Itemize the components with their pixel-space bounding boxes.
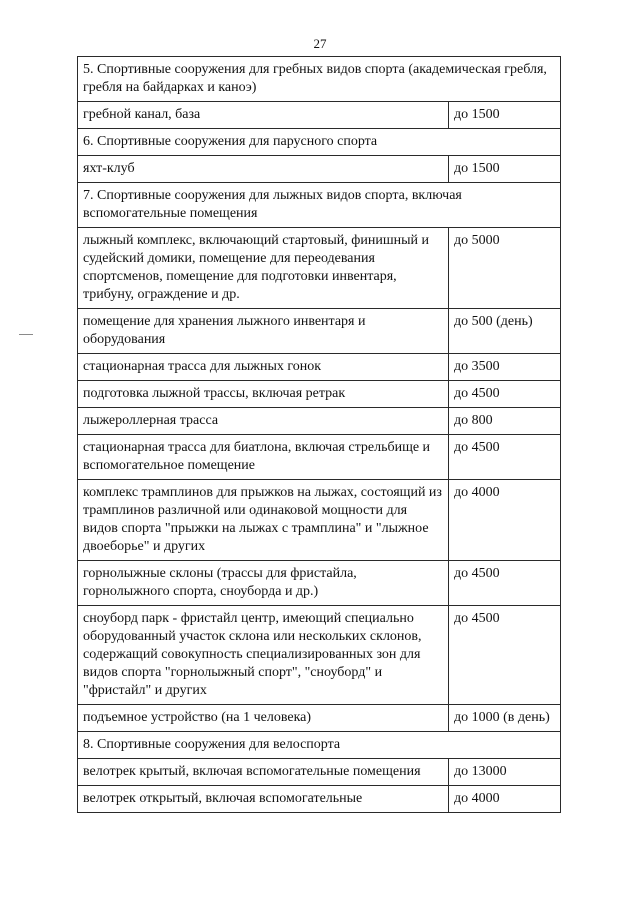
section-row bbox=[78, 732, 561, 759]
facility-row bbox=[78, 759, 561, 786]
facility-capacity: до 4000 bbox=[449, 786, 561, 813]
facility-name: подготовка лыжной трассы, включая ретрак bbox=[78, 381, 449, 408]
section-title: 8. Спортивные сооружения для велоспорта bbox=[78, 732, 561, 759]
facility-row bbox=[78, 435, 561, 480]
section-row bbox=[78, 129, 561, 156]
facility-name: сноуборд парк - фристайл центр, имеющий специально оборудованный участок склона или нескольких склонов, содержащий совокупность специализированных зон для видов спорта "горнолыжный спорт", "сноуборд" и "фристайл" и других bbox=[78, 606, 449, 705]
facility-row bbox=[78, 480, 561, 561]
facility-capacity: до 1000 (в день) bbox=[449, 705, 561, 732]
facility-name: яхт-клуб bbox=[78, 156, 449, 183]
facility-name: стационарная трасса для лыжных гонок bbox=[78, 354, 449, 381]
facility-name: лыжный комплекс, включающий стартовый, финишный и судейский домики, помещение для переодевания спортсменов, помещение для подготовки инвентаря, трибуну, ограждение и др. bbox=[78, 228, 449, 309]
facility-name: помещение для хранения лыжного инвентаря и оборудования bbox=[78, 309, 449, 354]
facility-name: лыжероллерная трасса bbox=[78, 408, 449, 435]
facility-capacity: до 1500 bbox=[449, 156, 561, 183]
section-title: 5. Спортивные сооружения для гребных видов спорта (академическая гребля, гребля на байдарках и каноэ) bbox=[78, 57, 561, 102]
section-title: 7. Спортивные сооружения для лыжных видов спорта, включая вспомогательные помещения bbox=[78, 183, 561, 228]
facility-row bbox=[78, 705, 561, 732]
facility-capacity: до 1500 bbox=[449, 102, 561, 129]
facility-name: горнолыжные склоны (трассы для фристайла, горнолыжного спорта, сноуборда и др.) bbox=[78, 561, 449, 606]
facility-row bbox=[78, 408, 561, 435]
facility-name: гребной канал, база bbox=[78, 102, 449, 129]
facility-row bbox=[78, 381, 561, 408]
facility-capacity: до 4500 bbox=[449, 381, 561, 408]
facility-capacity: до 4500 bbox=[449, 435, 561, 480]
section-title: 6. Спортивные сооружения для парусного спорта bbox=[78, 129, 561, 156]
facility-row bbox=[78, 102, 561, 129]
facility-capacity: до 13000 bbox=[449, 759, 561, 786]
page-number: 27 bbox=[313, 36, 327, 51]
facility-name: велотрек крытый, включая вспомогательные помещения bbox=[78, 759, 449, 786]
facilities-table-body bbox=[78, 57, 561, 813]
facility-capacity: до 500 (день) bbox=[449, 309, 561, 354]
facility-capacity: до 5000 bbox=[449, 228, 561, 309]
facility-row bbox=[78, 228, 561, 309]
facility-capacity: до 4000 bbox=[449, 480, 561, 561]
facility-capacity: до 800 bbox=[449, 408, 561, 435]
facility-row bbox=[78, 786, 561, 813]
facility-row bbox=[78, 561, 561, 606]
facility-capacity: до 4500 bbox=[449, 561, 561, 606]
facility-row bbox=[78, 156, 561, 183]
facility-capacity: до 4500 bbox=[449, 606, 561, 705]
facility-row bbox=[78, 606, 561, 705]
facility-name: подъемное устройство (на 1 человека) bbox=[78, 705, 449, 732]
section-row bbox=[78, 57, 561, 102]
facility-row bbox=[78, 354, 561, 381]
section-row bbox=[78, 183, 561, 228]
facility-capacity: до 3500 bbox=[449, 354, 561, 381]
facility-name: комплекс трамплинов для прыжков на лыжах, состоящий из трамплинов различной или одинаковой мощности для видов спорта "прыжки на лыжах с трамплина" и "лыжное двоеборье" и других bbox=[78, 480, 449, 561]
facility-row bbox=[78, 309, 561, 354]
facility-name: стационарная трасса для биатлона, включая стрельбище и вспомогательное помещение bbox=[78, 435, 449, 480]
facilities-table bbox=[77, 56, 561, 813]
margin-mark bbox=[19, 334, 33, 335]
facility-name: велотрек открытый, включая вспомогательные bbox=[78, 786, 449, 813]
